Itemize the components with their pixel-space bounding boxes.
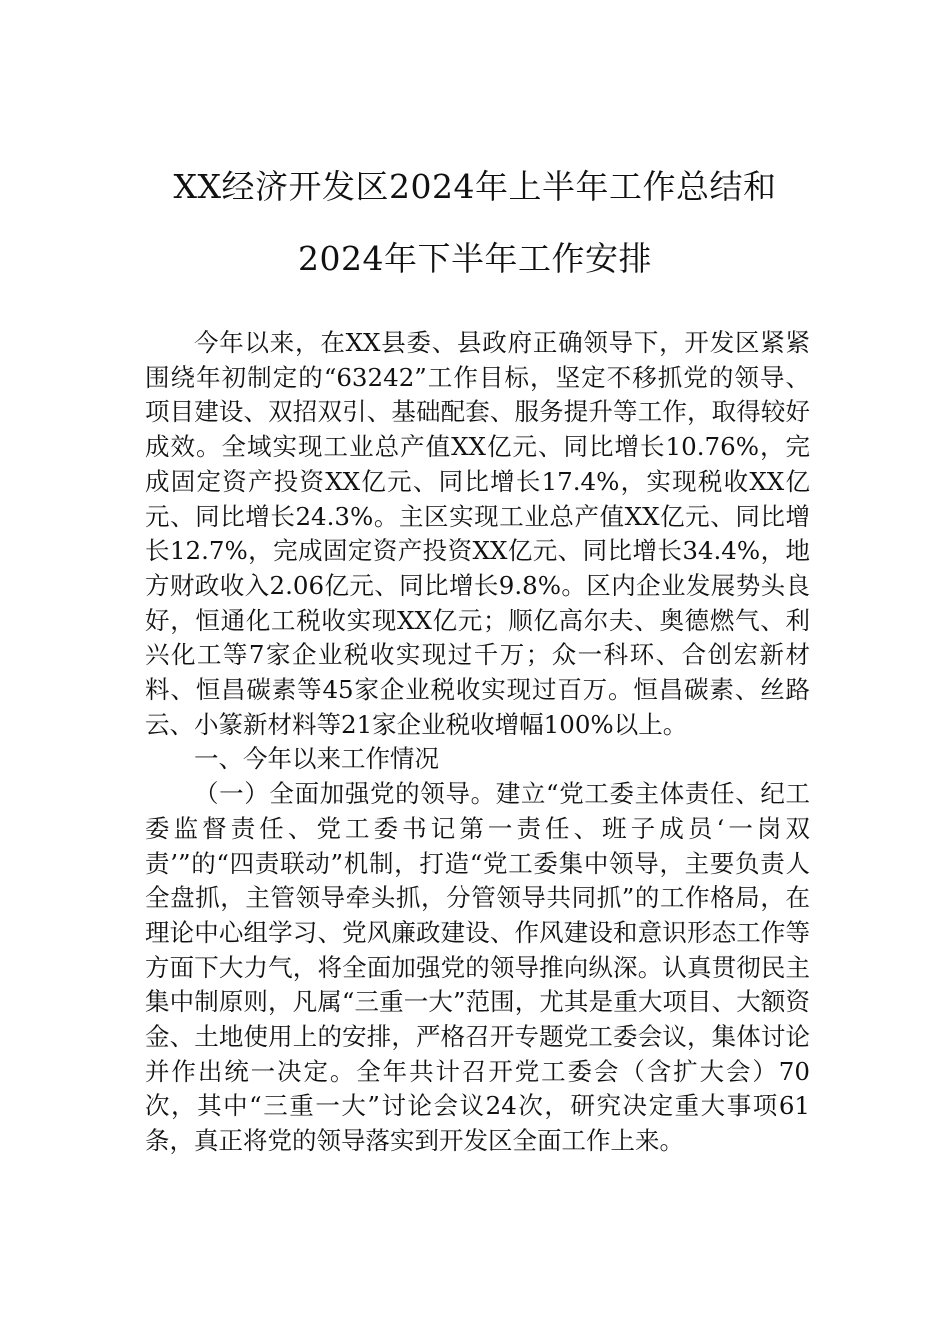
document-title-line-2: 2024年下半年工作安排 (298, 239, 652, 278)
document-body (145, 326, 810, 1159)
intro-paragraph: 今年以来，在XX县委、县政府正确领导下，开发区紧紧围绕年初制定的“63242”工作目标，坚定不移抓党的领导、项目建设、双招双引、基础配套、服务提升等工作，取得较好成效。全域实现工业总产值XX亿元、同比增长10.76%，完成固定资产投资XX亿元、同比增长17.4%，实现税收XX亿元、同比增长24.3%。主区实现工业总产值XX亿元、同比增长12.7%，完成固定资产投资XX亿元、同比增长34.4%，地方财政收入2.06亿元、同比增长9.8%。区内企业发展势头良好，恒通化工税收实现XX亿元；顺亿高尔夫、奥德燃气、利兴化工等7家企业税收实现过千万；众一科环、合创宏新材料、恒昌碳素等45家企业税收实现过百万。恒昌碳素、丝路云、小篆新材料等21家企业税收增幅100%以上。 (145, 328, 810, 739)
document-title-line-1: XX经济开发区2024年上半年工作总结和 (173, 167, 777, 206)
subsection-paragraph-1: （一）全面加强党的领导。建立“党工委主体责任、纪工委监督责任、党工委书记第一责任、班子成员‘一岗双责’”的“四责联动”机制，打造“党工委集中领导，主要负责人全盘抓，主管领导牵头抓，分管领导共同抓”的工作格局，在理论中心组学习、党风廉政建设、作风建设和意识形态工作等方面下大力气，将全面加强党的领导推向纵深。认真贯彻民主集中制原则，凡属“三重一大”范围，尤其是重大项目、大额资金、土地使用上的安排，严格召开专题党工委会议，集体讨论并作出统一决定。全年共计召开党工委会（含扩大会）70次，其中“三重一大”讨论会议24次，研究决定重大事项61条，真正将党的领导落实到开发区全面工作上来。 (145, 779, 810, 1156)
section-heading-1: 一、今年以来工作情况 (194, 744, 439, 774)
